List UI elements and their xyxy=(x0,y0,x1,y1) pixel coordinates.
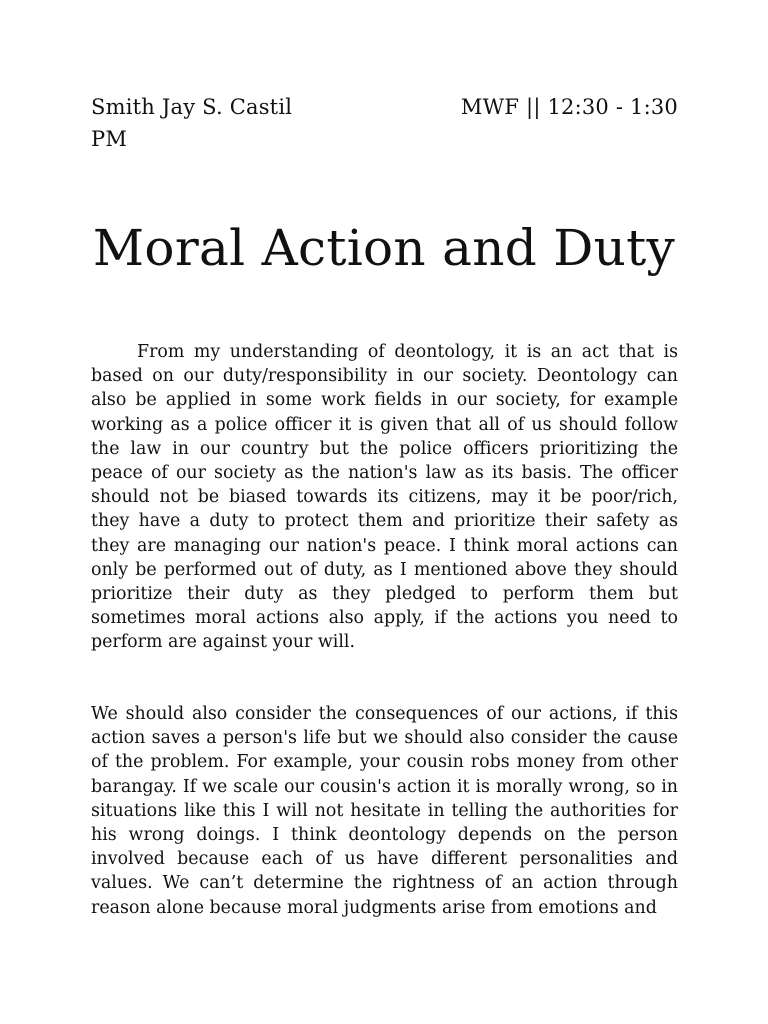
class-schedule-continued: PM xyxy=(91,127,128,151)
class-schedule: MWF || 12:30 - 1:30 xyxy=(460,95,678,119)
document-title: Moral Action and Duty xyxy=(92,219,676,277)
author-name: Smith Jay S. Castil xyxy=(91,95,293,119)
body-paragraph-2: We should also consider the consequences of our actions, if this action saves a person's life but we should also consider the cause of the problem. For example, your cousin robs money from other barangay. If we scale our cousin's action it is morally wrong, so in situations like this I will not hesitate in telling the authorities for his wrong doings. I think deontology depends on the person involved because each of us have different personalities and values. We can’t determine the rightness of an action through reason alone because moral judgments arise from emotions and xyxy=(91,704,678,918)
body-paragraph-1: From my understanding of deontology, it is an act that is based on our duty/responsibility in our society. Deontology can also be applied in some work fields in our society, for example working as a police officer it is given that all of us should follow the law in our country but the police officers prioritizing the peace of our society as the nation's law as its basis. The officer should not be biased towards its citizens, may it be poor/rich, they have a duty to protect them and prioritize their safety as they are managing our nation's peace. I think moral actions can only be performed out of duty, as I mentioned above they should prioritize their duty as they pledged to perform them but sometimes moral actions also apply, if the actions you need to perform are against your will. xyxy=(91,342,678,653)
